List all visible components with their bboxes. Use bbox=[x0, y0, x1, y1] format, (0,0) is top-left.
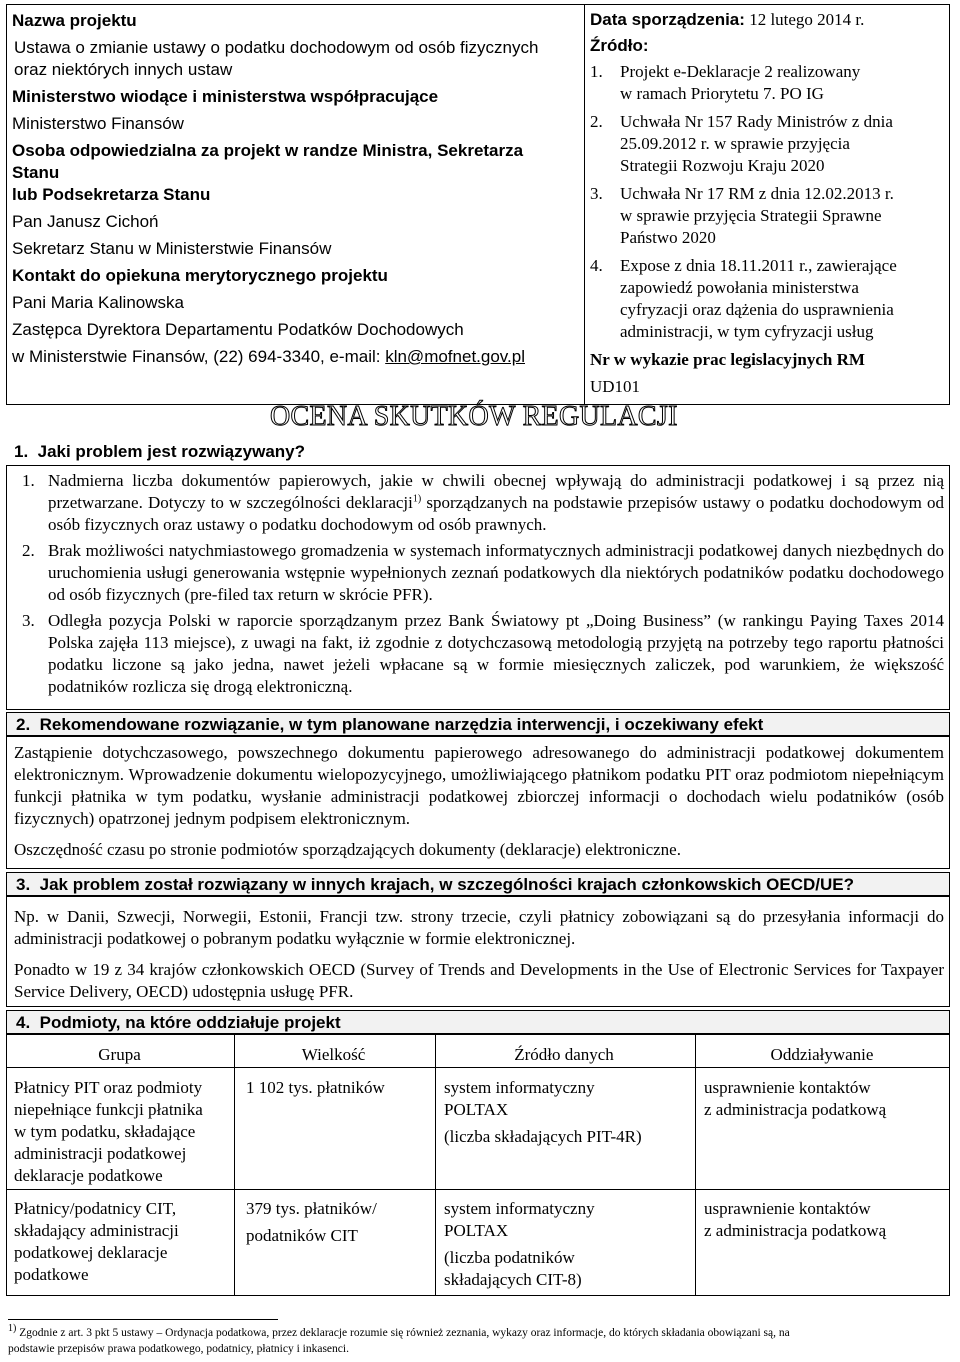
col-header-group: Grupa bbox=[98, 1045, 141, 1064]
cell-group bbox=[14, 1077, 229, 1187]
cell-line: składający administracji bbox=[14, 1221, 179, 1240]
contact-name: Pani Maria Kalinowska bbox=[12, 293, 184, 312]
project-name-line2: oraz niektórych innych ustaw bbox=[14, 60, 233, 79]
responsible-title: Sekretarz Stanu w Ministerstwie Finansów bbox=[12, 239, 332, 258]
cell-line: z administracja podatkową bbox=[704, 1221, 887, 1240]
section2-heading: 2. Rekomendowane rozwiązanie, w tym planowane narzędzia interwencji, i oczekiwany efekt bbox=[16, 715, 764, 734]
cell-line: usprawnienie kontaktów bbox=[704, 1078, 871, 1097]
contact-title: Zastępca Dyrektora Departamentu Podatków Dochodowych bbox=[12, 320, 464, 339]
cell-line: 379 tys. płatników/ bbox=[246, 1199, 377, 1218]
cell-line: system informatyczny bbox=[444, 1199, 595, 1218]
source-line: cyfryzacji oraz dążenia do usprawnienia bbox=[620, 300, 894, 319]
footnote-marker: 1) bbox=[8, 1323, 17, 1335]
source-line: Państwo 2020 bbox=[620, 228, 716, 247]
main-title: OCENA SKUTKÓW REGULACJI bbox=[270, 401, 678, 432]
col-header-impact: Oddziaływanie bbox=[770, 1045, 874, 1064]
cell-line: POLTAX bbox=[444, 1100, 509, 1119]
footnote-ref: 1) bbox=[412, 493, 422, 505]
source-num: 1. bbox=[590, 62, 603, 81]
cell-line: Płatnicy PIT oraz podmioty bbox=[14, 1078, 203, 1097]
date-label: Data sporządzenia: bbox=[590, 10, 745, 29]
cell-impact bbox=[704, 1198, 944, 1242]
cell-line: z administracja podatkową bbox=[704, 1100, 887, 1119]
section3-body bbox=[14, 906, 944, 1003]
date-row bbox=[590, 9, 945, 31]
section3-para2: Ponadto w 19 z 34 krajów członkowskich OECD (Survey of Trends and Developments in the Use of Electronic Services for Taxpayer Service Delivery, OECD) udostępnia usługę PFR. bbox=[14, 960, 944, 1001]
source-item bbox=[590, 111, 945, 177]
problem-text: Brak możliwości natychmiastowego gromadzenia w systemach informatycznych administracji podatkowej danych niezbędnych do uruchomienia usługi generowania wstępnie wypełnionych zeznań podatkowych dla niektórych podatników podatku dochodowego od osób fizycznych (pre-filed tax return w skrócie PFR). bbox=[48, 541, 944, 604]
section4-heading: 4. Podmioty, na które oddziałuje projekt bbox=[16, 1013, 341, 1032]
source-line: administracji, w tym cyfryzacji usług bbox=[620, 322, 874, 341]
cell-line: 1 102 tys. płatników bbox=[246, 1078, 385, 1097]
footnote-separator bbox=[8, 1319, 278, 1320]
problem-text: Nadmierna liczba dokumentów papierowych, jakie w chwili obecnej wpływają do administracji podatkowej i są przez nią przetwarzane. Dotyczy to w szczególności deklaracji bbox=[48, 471, 944, 512]
header-divider bbox=[584, 5, 585, 404]
section1-list bbox=[8, 470, 944, 698]
header-right bbox=[590, 9, 945, 398]
source-line: Projekt e-Deklaracje 2 realizowany bbox=[620, 62, 861, 81]
source-line: Uchwała Nr 157 Rady Ministrów z dnia bbox=[620, 112, 893, 131]
table-row bbox=[6, 1077, 950, 1197]
cell-size bbox=[246, 1077, 431, 1099]
contact-email-link[interactable]: kln@mofnet.gov.pl bbox=[385, 347, 525, 366]
col-header-size: Wielkość bbox=[301, 1045, 366, 1064]
contact-label: Kontakt do opiekuna merytorycznego projektu bbox=[12, 266, 388, 285]
section1-heading: 1. Jaki problem jest rozwiązywany? bbox=[14, 442, 305, 461]
table-row bbox=[6, 1198, 950, 1294]
source-num: 4. bbox=[590, 256, 603, 275]
problem-num: 2. bbox=[22, 541, 35, 560]
source-line: Strategii Rozwoju Kraju 2020 bbox=[620, 156, 825, 175]
source-line: w sprawie przyjęcia Strategii Sprawne bbox=[620, 206, 882, 225]
footnote-line2: podstawie przepisów prawa podatkowego, podatnicy, płatnicy i inkasenci. bbox=[8, 1343, 349, 1355]
contact-details bbox=[12, 346, 572, 368]
footnote bbox=[8, 1325, 952, 1357]
problem-num: 3. bbox=[22, 611, 35, 630]
responsible-label-line2: lub Podsekretarza Stanu bbox=[12, 185, 211, 204]
cell-line: Płatnicy/podatnicy CIT, bbox=[14, 1199, 177, 1218]
source-line: w ramach Priorytetu 7. PO IG bbox=[620, 84, 824, 103]
section2-body bbox=[14, 742, 944, 861]
cell-line: niepełniące funkcji płatnika bbox=[14, 1100, 203, 1119]
cell-line: podatkowe bbox=[14, 1265, 89, 1284]
contact-details-text: w Ministerstwie Finansów, (22) 694-3340, e-mail: bbox=[12, 347, 386, 366]
problem-item bbox=[8, 610, 944, 698]
source-item bbox=[590, 61, 945, 105]
cell-line: deklaracje podatkowe bbox=[14, 1166, 163, 1185]
cell-line: podatników CIT bbox=[246, 1226, 358, 1245]
section3-para1: Np. w Danii, Szwecji, Norwegii, Estonii, Francji tzw. strony trzecie, czyli płatnicy zobowiązani są do przesyłania informacji do administracji podatkowej o pobranym podatku wyłącznie w formie elektronicznej. bbox=[14, 907, 944, 948]
cell-line: w tym podatku, składające bbox=[14, 1122, 196, 1141]
registry-value: UD101 bbox=[590, 377, 641, 396]
date-value: 12 lutego 2014 r. bbox=[749, 10, 865, 29]
project-name-label: Nazwa projektu bbox=[12, 11, 137, 30]
cell-source bbox=[444, 1077, 689, 1148]
cell-group bbox=[14, 1198, 229, 1286]
cell-line: (liczba podatników bbox=[444, 1248, 575, 1267]
source-item bbox=[590, 183, 945, 249]
source-line: Uchwała Nr 17 RM z dnia 12.02.2013 r. bbox=[620, 184, 894, 203]
cell-line: POLTAX bbox=[444, 1221, 509, 1240]
table-header-rule bbox=[7, 1067, 949, 1068]
header-left bbox=[12, 8, 572, 368]
footnote-line1 bbox=[8, 1325, 952, 1341]
cell-impact bbox=[704, 1077, 944, 1121]
source-line: 25.09.2012 r. w sprawie przyjęcia bbox=[620, 134, 850, 153]
cell-line: podatkowej deklaracje bbox=[14, 1243, 168, 1262]
cell-source bbox=[444, 1198, 689, 1291]
footnote-text: Zgodnie z art. 3 pkt 5 ustawy – Ordynacja podatkowa, przez deklaracje rozumie się również zeznania, wykazy oraz informacje, do których składania obowiązani są, na bbox=[19, 1327, 790, 1339]
section2-para1: Zastąpienie dotychczasowego, powszechnego dokumentu papierowego adresowanego do administracji podatkowej dokumentem elektronicznym. Wprowadzenie dokumentu wielopozycyjnego, umożliwiającego płatnikom podatku PIT oraz podmiotom niepełniącym funkcji płatnika w tym podatku, wysłanie administracji podatkowej zbiorczej informacji o dochodach wielu podatników (osób fizycznych) opatrzonej jednym podpisem elektronicznym. bbox=[14, 743, 944, 828]
source-num: 3. bbox=[590, 184, 603, 203]
cell-line: składających CIT-8) bbox=[444, 1270, 582, 1289]
table-header-row bbox=[6, 1044, 950, 1066]
problem-text: Odległa pozycja Polski w raporcie sporządzanym przez Bank Światowy pt „Doing Business” (w rankingu Paying Taxes 2014 Polska zajęła 113 miejsce), z uwagi na fakt, iż zgodnie z dotychczasową metodologią przyjętą na potrzeby tego raportu płatności podatku liczone są jako jedna, nawet jeżeli wpłacane są w formie miesięcznych zaliczek, pod warunkiem, że większość podatników rozlicza się drogą elektroniczną. bbox=[48, 611, 944, 696]
cell-line: administracji podatkowej bbox=[14, 1144, 187, 1163]
responsible-label-line1: Osoba odpowiedzialna za projekt w randze Ministra, Sekretarza Stanu bbox=[12, 141, 524, 182]
ministry-value: Ministerstwo Finansów bbox=[12, 114, 184, 133]
problem-item bbox=[8, 470, 944, 536]
cell-line: (liczba składających PIT-4R) bbox=[444, 1127, 642, 1146]
cell-size bbox=[246, 1198, 431, 1247]
project-name-line1: Ustawa o zmianie ustawy o podatku dochodowym od osób fizycznych bbox=[14, 38, 539, 57]
cell-line: usprawnienie kontaktów bbox=[704, 1199, 871, 1218]
source-line: zapowiedź powołania ministerstwa bbox=[620, 278, 859, 297]
source-line: Expose z dnia 18.11.2011 r., zawierające bbox=[620, 256, 897, 275]
problem-num: 1. bbox=[22, 471, 35, 490]
cell-line: system informatyczny bbox=[444, 1078, 595, 1097]
problem-text-cont: sporządzanych na podstawie przepisów ustawy o podatku dochodowym od osób fizycznych oraz ustawy o podatku dochodowym od osób prawnych. bbox=[48, 493, 945, 534]
section3-heading: 3. Jak problem został rozwiązany w innych krajach, w szczególności krajach członkowskich OECD/UE? bbox=[16, 875, 854, 894]
registry-label: Nr w wykazie prac legislacyjnych RM bbox=[590, 350, 865, 369]
source-item bbox=[590, 255, 945, 343]
source-list bbox=[590, 61, 945, 343]
responsible-name: Pan Janusz Cichoń bbox=[12, 212, 159, 231]
source-num: 2. bbox=[590, 112, 603, 131]
col-header-source: Źródło danych bbox=[514, 1045, 614, 1064]
problem-item bbox=[8, 540, 944, 606]
ministry-label: Ministerstwo wiodące i ministerstwa współpracujące bbox=[12, 87, 439, 106]
section2-para2: Oszczędność czasu po stronie podmiotów sporządzających dokumenty (deklaracje) elektroniczne. bbox=[14, 840, 681, 859]
source-label: Źródło: bbox=[590, 36, 649, 55]
